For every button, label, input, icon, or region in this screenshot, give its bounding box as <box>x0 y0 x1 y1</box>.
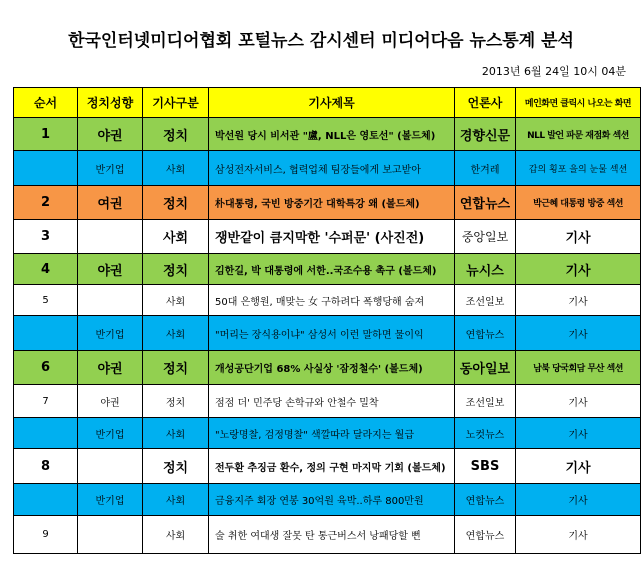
row-publisher: 경향신문 <box>455 118 516 151</box>
row-political-lean: 야권 <box>78 254 143 285</box>
row-political-lean <box>78 516 143 554</box>
row-article-title[interactable]: 쟁반같이 큼지막한 '수퍼문' (사진전) <box>209 220 455 254</box>
row-political-lean: 야권 <box>78 385 143 418</box>
column-header-political-lean: 정치성향 <box>78 88 143 118</box>
row-publisher: 연합뉴스 <box>455 516 516 554</box>
table-row <box>14 484 641 516</box>
row-article-title[interactable]: 개성공단기업 68% 사실상 '잠정철수' (볼드체) <box>209 351 455 385</box>
row-number <box>14 151 78 186</box>
news-stats-table <box>13 87 641 554</box>
row-political-lean <box>78 449 143 484</box>
row-article-title[interactable]: 전두환 추징금 환수, 정의 구현 마지막 기회 (볼드체) <box>209 449 455 484</box>
table-row <box>14 449 641 484</box>
row-publisher: 연합뉴스 <box>455 484 516 516</box>
row-number <box>14 484 78 516</box>
row-category: 사회 <box>143 418 209 449</box>
table-row <box>14 316 641 351</box>
row-number: 4 <box>14 254 78 285</box>
table-row <box>14 254 641 285</box>
row-category: 사회 <box>143 285 209 316</box>
row-category: 정치 <box>143 254 209 285</box>
row-publisher: 동아일보 <box>455 351 516 385</box>
table-row <box>14 516 641 554</box>
timestamp: 2013년 6월 24일 10시 04분 <box>481 65 626 78</box>
row-article-title[interactable]: 박선원 당시 비서관 "盧, NLL은 영토선" (볼드체) <box>209 118 455 151</box>
row-article-title[interactable]: "노랑명찰, 검정명찰" 색깔따라 달라지는 월급 <box>209 418 455 449</box>
row-political-lean: 반기업 <box>78 151 143 186</box>
row-number <box>14 418 78 449</box>
table-row <box>14 351 641 385</box>
row-number: 3 <box>14 220 78 254</box>
row-article-title[interactable]: 朴대통령, 국빈 방중기간 대학특강 왜 (볼드체) <box>209 186 455 220</box>
row-political-lean: 야권 <box>78 351 143 385</box>
table-row <box>14 220 641 254</box>
header-row <box>14 88 641 118</box>
row-main-screen: 기사 <box>516 254 641 285</box>
row-main-screen: 기사 <box>516 516 641 554</box>
row-article-title[interactable]: 김한길, 박 대통령에 서한..국조수용 촉구 (볼드체) <box>209 254 455 285</box>
row-publisher: 중앙일보 <box>455 220 516 254</box>
row-political-lean <box>78 285 143 316</box>
row-main-screen: 기사 <box>516 385 641 418</box>
row-category: 사회 <box>143 220 209 254</box>
row-category: 정치 <box>143 186 209 220</box>
table-row <box>14 285 641 316</box>
row-main-screen: 기사 <box>516 484 641 516</box>
row-political-lean: 반기업 <box>78 484 143 516</box>
row-category: 정치 <box>143 449 209 484</box>
row-article-title[interactable]: 술 취한 여대생 잘못 탄 통근버스서 낭패당할 뻔 <box>209 516 455 554</box>
column-header-category: 기사구분 <box>143 88 209 118</box>
row-political-lean: 반기업 <box>78 316 143 351</box>
row-publisher: 조선일보 <box>455 285 516 316</box>
row-article-title[interactable]: "머리는 장식용이냐" 삼성서 이런 말하면 물이익 <box>209 316 455 351</box>
row-main-screen: 갑의 횡포 을의 눈물 섹션 <box>516 151 641 186</box>
row-category: 사회 <box>143 151 209 186</box>
page-title: 한국인터넷미디어협회 포털뉴스 감시센터 미디어다음 뉴스통계 분석 <box>68 31 574 51</box>
row-publisher: SBS <box>455 449 516 484</box>
row-main-screen: 기사 <box>516 418 641 449</box>
row-number: 6 <box>14 351 78 385</box>
row-category: 사회 <box>143 316 209 351</box>
row-political-lean: 여권 <box>78 186 143 220</box>
row-main-screen: 남북 당국회담 무산 섹션 <box>516 351 641 385</box>
row-number: 1 <box>14 118 78 151</box>
row-number: 7 <box>14 385 78 418</box>
row-main-screen: NLL 발언 파문 재점화 섹션 <box>516 118 641 151</box>
row-publisher: 조선일보 <box>455 385 516 418</box>
row-political-lean <box>78 220 143 254</box>
table-row <box>14 118 641 151</box>
row-article-title[interactable]: 금융지주 회장 연봉 30억원 육박..하루 800만원 <box>209 484 455 516</box>
row-article-title[interactable]: 삼성전자서비스, 협력업체 팀장들에게 보고받아 <box>209 151 455 186</box>
row-political-lean: 반기업 <box>78 418 143 449</box>
row-publisher: 연합뉴스 <box>455 316 516 351</box>
row-main-screen: 기사 <box>516 316 641 351</box>
row-category: 정치 <box>143 385 209 418</box>
row-publisher: 한겨레 <box>455 151 516 186</box>
column-header-article-title: 기사제목 <box>209 88 455 118</box>
table-row <box>14 151 641 186</box>
row-category: 정치 <box>143 351 209 385</box>
row-article-title[interactable]: 점점 더' 민주당 손학규와 안철수 밀착 <box>209 385 455 418</box>
row-number <box>14 316 78 351</box>
row-number: 8 <box>14 449 78 484</box>
row-article-title[interactable]: 50대 은행원, 매맞는 女 구하려다 폭행당해 숨져 <box>209 285 455 316</box>
column-header-order: 순서 <box>14 88 78 118</box>
row-category: 사회 <box>143 484 209 516</box>
row-publisher: 노컷뉴스 <box>455 418 516 449</box>
table-row <box>14 385 641 418</box>
row-publisher: 연합뉴스 <box>455 186 516 220</box>
row-number: 9 <box>14 516 78 554</box>
row-number: 5 <box>14 285 78 316</box>
table-row <box>14 186 641 220</box>
row-publisher: 뉴시스 <box>455 254 516 285</box>
row-category: 사회 <box>143 516 209 554</box>
row-main-screen: 박근혜 대통령 방중 섹션 <box>516 186 641 220</box>
row-main-screen: 기사 <box>516 285 641 316</box>
column-header-main-screen: 메인화면 클릭시 나오는 화면 <box>516 88 641 118</box>
column-header-publisher: 언론사 <box>455 88 516 118</box>
row-main-screen: 기사 <box>516 449 641 484</box>
row-number: 2 <box>14 186 78 220</box>
table-row <box>14 418 641 449</box>
row-category: 정치 <box>143 118 209 151</box>
row-main-screen: 기사 <box>516 220 641 254</box>
row-political-lean: 야권 <box>78 118 143 151</box>
